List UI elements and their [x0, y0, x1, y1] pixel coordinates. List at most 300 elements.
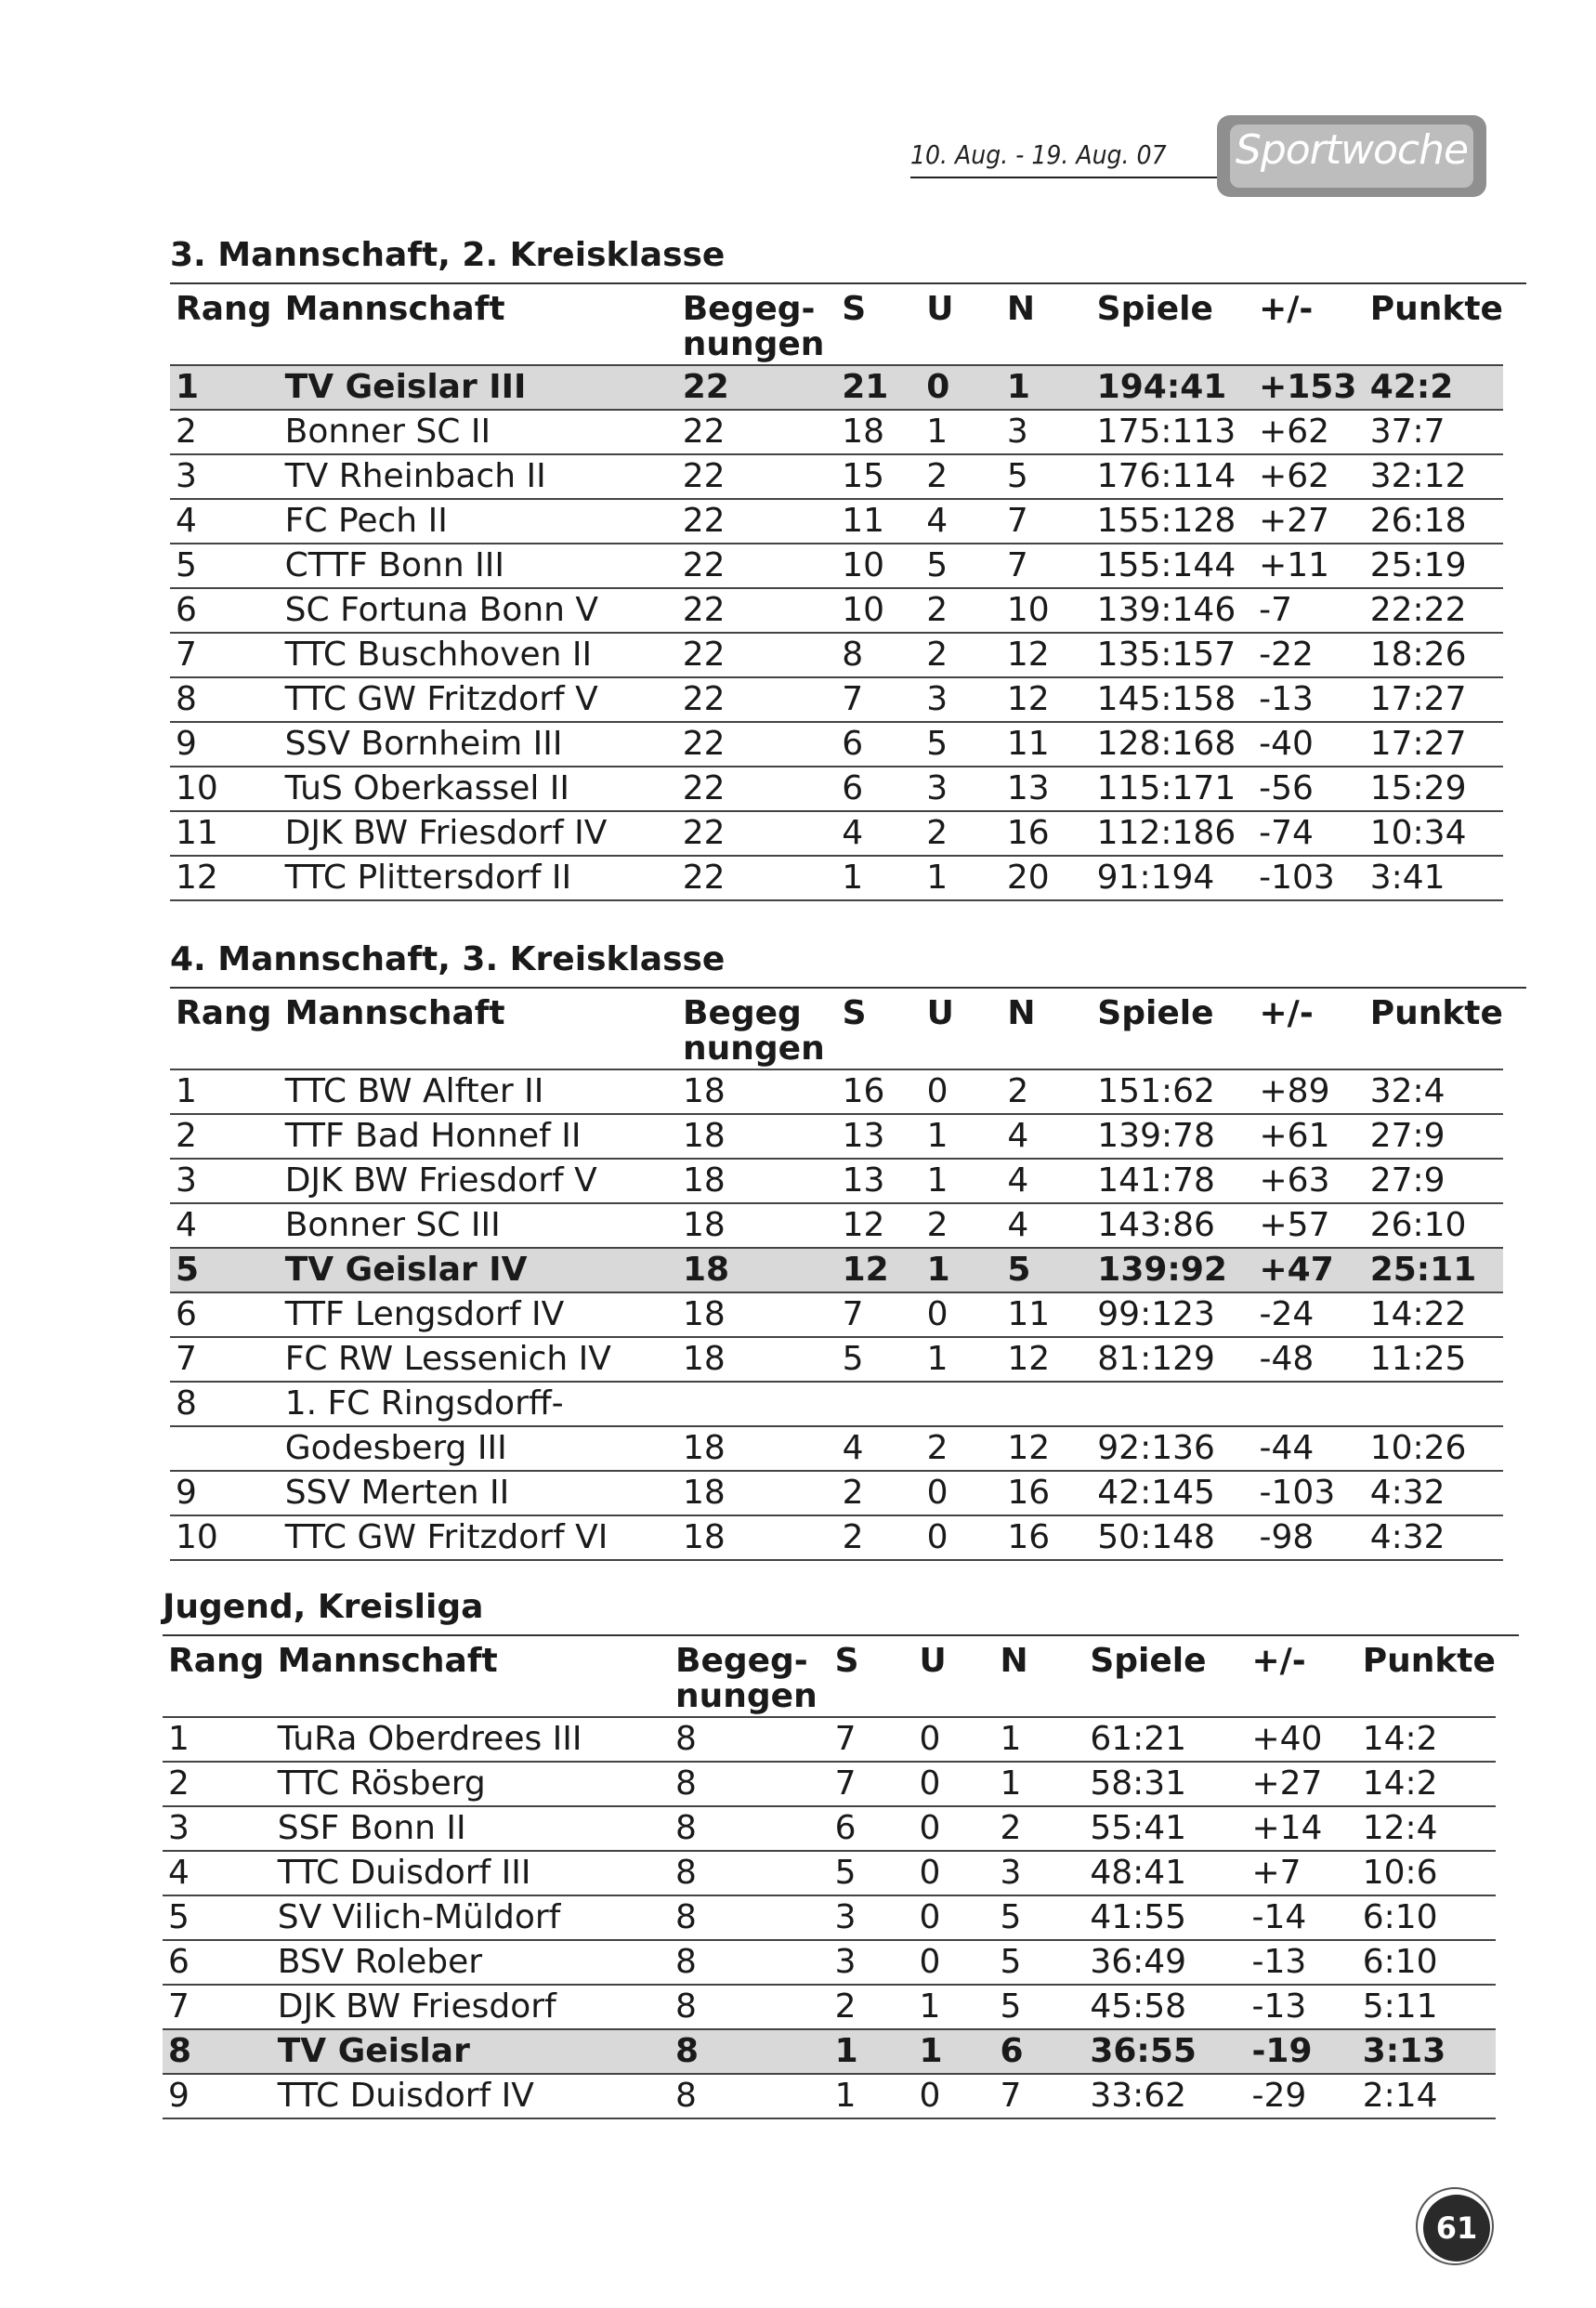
table-cell — [170, 1426, 285, 1471]
table-cell: +27 — [1251, 1762, 1362, 1806]
table-cell: -24 — [1260, 1292, 1370, 1337]
table-cell: 115:171 — [1097, 767, 1259, 811]
table-cell: 5 — [170, 544, 285, 588]
table-cell: 12 — [1007, 677, 1097, 722]
table-cell: 58:31 — [1090, 1762, 1251, 1806]
column-header: Rang — [168, 1642, 265, 1680]
table-cell: 2 — [926, 588, 1007, 633]
table-cell: 2 — [170, 1114, 285, 1159]
table-cell: 4 — [163, 1851, 278, 1895]
table-header-row — [170, 284, 1503, 365]
table-cell: 12 — [1007, 1426, 1097, 1471]
table-row — [170, 856, 1503, 900]
table-cell: 0 — [920, 1717, 1001, 1762]
table-cell: -13 — [1259, 677, 1370, 722]
table-cell: 8 — [675, 1985, 835, 2029]
table-row — [170, 1248, 1503, 1292]
table-row — [170, 1382, 1503, 1426]
table-cell: 6 — [170, 588, 285, 633]
table-cell: 0 — [920, 2074, 1001, 2118]
table-cell: TTC BW Alfter II — [285, 1069, 683, 1114]
table-cell — [1097, 1382, 1259, 1426]
table-cell: 2:14 — [1363, 2074, 1496, 2118]
table-cell: 12 — [843, 1248, 927, 1292]
column-header: Begeg- nungen — [675, 1642, 818, 1715]
table-cell: 15 — [842, 454, 926, 499]
table-cell: 155:128 — [1097, 499, 1259, 544]
table-cell: 2 — [163, 1762, 278, 1806]
table-cell: -103 — [1260, 1471, 1370, 1515]
table-cell: 22 — [683, 499, 843, 544]
table-cell — [843, 1382, 927, 1426]
section-title: 3. Mannschaft, 2. Kreisklasse — [170, 236, 726, 274]
table-cell: 20 — [1007, 856, 1097, 900]
table-cell: -56 — [1259, 767, 1370, 811]
table-cell: 41:55 — [1090, 1895, 1251, 1940]
table-row — [170, 1159, 1503, 1203]
column-header: N — [1006, 290, 1036, 328]
table-row — [170, 1114, 1503, 1159]
table-cell: 8 — [675, 1806, 835, 1851]
table-cell: +47 — [1260, 1248, 1370, 1292]
table-cell: 22 — [683, 677, 843, 722]
column-header: Rang — [176, 994, 272, 1032]
table-cell: 175:113 — [1097, 410, 1259, 454]
table-cell: TV Rheinbach II — [285, 454, 683, 499]
standings-table — [163, 1636, 1496, 2119]
table-cell: -19 — [1251, 2029, 1362, 2074]
table-cell: 6 — [1001, 2029, 1091, 2074]
table-cell: 22 — [683, 633, 843, 677]
table-row — [170, 454, 1503, 499]
table-cell: -7 — [1259, 588, 1370, 633]
table-cell: 5 — [926, 722, 1007, 767]
table-cell: 32:12 — [1370, 454, 1503, 499]
table-row — [170, 1515, 1503, 1560]
table-cell: 15:29 — [1370, 767, 1503, 811]
table-cell: -14 — [1251, 1895, 1362, 1940]
column-header: +/- — [1251, 1642, 1306, 1680]
table-cell: -44 — [1260, 1426, 1370, 1471]
table-cell: 2 — [835, 1985, 920, 2029]
table-cell: 2 — [926, 454, 1007, 499]
table-cell: 3 — [163, 1806, 278, 1851]
date-range: 10. Aug. - 19. Aug. 07 — [910, 139, 1167, 170]
table-cell: 48:41 — [1090, 1851, 1251, 1895]
table-cell: 13 — [843, 1114, 927, 1159]
table-cell: 5 — [170, 1248, 285, 1292]
table-cell: 26:10 — [1370, 1203, 1503, 1248]
column-header: Rang — [176, 290, 272, 328]
table-cell: 6:10 — [1363, 1895, 1496, 1940]
table-cell: 11 — [1007, 722, 1097, 767]
brand-logo — [1217, 115, 1486, 197]
table-cell: -98 — [1260, 1515, 1370, 1560]
table-cell: +40 — [1251, 1717, 1362, 1762]
table-cell: 1 — [927, 1114, 1008, 1159]
column-header: S — [842, 994, 867, 1032]
table-cell: 4 — [1007, 1114, 1097, 1159]
table-cell: 17:27 — [1370, 677, 1503, 722]
table-cell: 6 — [835, 1806, 920, 1851]
table-cell: TuRa Oberdrees III — [278, 1717, 675, 1762]
table-row — [163, 2074, 1496, 2118]
table-cell: 2 — [843, 1515, 927, 1560]
table-row — [170, 677, 1503, 722]
table-cell: 26:18 — [1370, 499, 1503, 544]
table-cell: BSV Roleber — [278, 1940, 675, 1985]
table-row — [163, 1851, 1496, 1895]
table-cell: 18 — [683, 1203, 843, 1248]
table-cell: 5 — [835, 1851, 920, 1895]
table-cell: TTC Duisdorf III — [278, 1851, 675, 1895]
table-row — [170, 811, 1503, 856]
table-cell: 6 — [842, 722, 926, 767]
section-title: 4. Mannschaft, 3. Kreisklasse — [170, 940, 726, 978]
table-cell: TV Geislar IV — [285, 1248, 683, 1292]
table-cell: -48 — [1260, 1337, 1370, 1382]
table-cell: 5 — [926, 544, 1007, 588]
table-cell: 1 — [170, 365, 285, 410]
table-cell: 141:78 — [1097, 1159, 1259, 1203]
table-cell: +7 — [1251, 1851, 1362, 1895]
table-cell: 6 — [163, 1940, 278, 1985]
standings-table — [170, 989, 1503, 1561]
table-cell — [1007, 1382, 1097, 1426]
table-cell: 18 — [683, 1515, 843, 1560]
table-cell: 1 — [170, 1069, 285, 1114]
table-cell: 25:19 — [1370, 544, 1503, 588]
column-header: Mannschaft — [284, 994, 505, 1032]
table-cell: 50:148 — [1097, 1515, 1259, 1560]
table-cell: 3 — [1001, 1851, 1091, 1895]
table-cell: Bonner SC II — [285, 410, 683, 454]
table-cell: 4:32 — [1370, 1471, 1503, 1515]
table-cell: 5 — [163, 1895, 278, 1940]
table-cell: 42:2 — [1370, 365, 1503, 410]
table-cell: -22 — [1259, 633, 1370, 677]
table-cell: 0 — [927, 1471, 1008, 1515]
table-cell: 0 — [926, 365, 1007, 410]
table-cell: 6 — [842, 767, 926, 811]
table-row — [163, 1985, 1496, 2029]
table-cell — [683, 1382, 843, 1426]
table-cell: 5 — [1007, 454, 1097, 499]
table-cell: 12 — [843, 1203, 927, 1248]
table-row — [170, 1426, 1503, 1471]
table-row — [170, 365, 1503, 410]
table-cell — [927, 1382, 1008, 1426]
table-row — [170, 1471, 1503, 1515]
table-cell: 143:86 — [1097, 1203, 1259, 1248]
table-row — [170, 1292, 1503, 1337]
table-cell: 8 — [675, 1717, 835, 1762]
table-cell: 176:114 — [1097, 454, 1259, 499]
table-cell: 8 — [163, 2029, 278, 2074]
table-cell: -74 — [1259, 811, 1370, 856]
table-cell: 3 — [926, 767, 1007, 811]
table-cell: 1 — [926, 856, 1007, 900]
table-cell: 1 — [163, 1717, 278, 1762]
column-header: Begeg- nungen — [682, 290, 825, 363]
table-cell: 36:49 — [1090, 1940, 1251, 1985]
table-cell: TuS Oberkassel II — [285, 767, 683, 811]
table-cell: 3:13 — [1363, 2029, 1496, 2074]
table-cell: FC RW Lessenich IV — [285, 1337, 683, 1382]
table-cell: 1 — [927, 1159, 1008, 1203]
table-cell: 0 — [920, 1806, 1001, 1851]
table-cell: -13 — [1251, 1985, 1362, 2029]
table-cell: 8 — [675, 1940, 835, 1985]
table-cell: 12 — [1007, 1337, 1097, 1382]
table-cell: 16 — [843, 1069, 927, 1114]
table-cell: 10:34 — [1370, 811, 1503, 856]
table-cell: 18 — [842, 410, 926, 454]
table-cell: TTF Bad Honnef II — [285, 1114, 683, 1159]
table-cell: 8 — [675, 1851, 835, 1895]
table-cell: 22 — [683, 410, 843, 454]
table-cell: 92:136 — [1097, 1426, 1259, 1471]
table-cell: 5 — [1001, 1940, 1091, 1985]
table-cell: CTTF Bonn III — [285, 544, 683, 588]
table-cell: 7 — [1007, 499, 1097, 544]
table-cell: 4 — [926, 499, 1007, 544]
table-cell: 61:21 — [1090, 1717, 1251, 1762]
table-cell: 128:168 — [1097, 722, 1259, 767]
column-header: N — [1007, 994, 1036, 1032]
table-cell: TTC GW Fritzdorf V — [285, 677, 683, 722]
table-cell: -40 — [1259, 722, 1370, 767]
table-cell: 155:144 — [1097, 544, 1259, 588]
table-cell: TTC Rösberg — [278, 1762, 675, 1806]
table-cell: 4 — [1007, 1203, 1097, 1248]
standings-table — [170, 284, 1503, 901]
table-cell: 22 — [683, 722, 843, 767]
table-cell: 32:4 — [1370, 1069, 1503, 1114]
table-cell: +11 — [1259, 544, 1370, 588]
table-cell: 4:32 — [1370, 1515, 1503, 1560]
table-cell: 7 — [163, 1985, 278, 2029]
table-cell: 139:146 — [1097, 588, 1259, 633]
column-header: +/- — [1259, 994, 1314, 1032]
column-header: Mannschaft — [284, 290, 505, 328]
table-row — [163, 1717, 1496, 1762]
table-cell: 1 — [1001, 1717, 1091, 1762]
column-header: S — [842, 290, 867, 328]
table-cell: +63 — [1260, 1159, 1370, 1203]
table-cell: 3 — [1007, 410, 1097, 454]
table-cell: +61 — [1260, 1114, 1370, 1159]
table-cell: SSV Bornheim III — [285, 722, 683, 767]
column-header: Punkte — [1369, 994, 1503, 1032]
league-table-section — [170, 232, 1526, 901]
table-cell: DJK BW Friesdorf IV — [285, 811, 683, 856]
table-cell: +14 — [1251, 1806, 1362, 1851]
table-cell: 10 — [842, 588, 926, 633]
table-cell: 11 — [842, 499, 926, 544]
table-cell: 21 — [842, 365, 926, 410]
table-cell: 22 — [683, 544, 843, 588]
table-cell: 25:11 — [1370, 1248, 1503, 1292]
table-cell: 8 — [842, 633, 926, 677]
table-row — [170, 544, 1503, 588]
table-cell: 18 — [683, 1337, 843, 1382]
table-cell: 45:58 — [1090, 1985, 1251, 2029]
table-row — [170, 1069, 1503, 1114]
column-header: U — [919, 1642, 947, 1680]
table-cell: 10 — [1007, 588, 1097, 633]
table-cell: 81:129 — [1097, 1337, 1259, 1382]
table-cell: 5 — [1007, 1248, 1097, 1292]
table-cell: +153 — [1259, 365, 1370, 410]
table-cell: 7 — [170, 1337, 285, 1382]
table-cell: 1 — [927, 1337, 1008, 1382]
table-cell: 18:26 — [1370, 633, 1503, 677]
column-header: Spiele — [1096, 290, 1213, 328]
table-row — [163, 1762, 1496, 1806]
table-cell: 7 — [170, 633, 285, 677]
table-cell: 2 — [927, 1203, 1008, 1248]
table-cell: 1 — [926, 410, 1007, 454]
table-cell: 6 — [170, 1292, 285, 1337]
table-cell: TTC Buschhoven II — [285, 633, 683, 677]
table-cell: 11:25 — [1370, 1337, 1503, 1382]
table-cell: 2 — [926, 633, 1007, 677]
table-row — [170, 767, 1503, 811]
table-cell: 4 — [842, 811, 926, 856]
page-number: 61 — [1423, 2195, 1490, 2262]
table-cell: 1 — [842, 856, 926, 900]
table-cell: Godesberg III — [285, 1426, 683, 1471]
league-table-section — [163, 1584, 1519, 2119]
table-cell: 10 — [170, 1515, 285, 1560]
table-cell: 13 — [843, 1159, 927, 1203]
table-cell: 8 — [675, 2029, 835, 2074]
table-cell: 5 — [1001, 1985, 1091, 2029]
table-cell: SSV Merten II — [285, 1471, 683, 1515]
table-cell: 0 — [920, 1851, 1001, 1895]
table-cell: 42:145 — [1097, 1471, 1259, 1515]
column-header: Mannschaft — [277, 1642, 498, 1680]
table-cell: 0 — [920, 1940, 1001, 1985]
table-cell: 112:186 — [1097, 811, 1259, 856]
table-cell: 5 — [843, 1337, 927, 1382]
table-cell: 8 — [675, 1895, 835, 1940]
table-cell: 5 — [1001, 1895, 1091, 1940]
table-cell: 2 — [843, 1471, 927, 1515]
table-cell: 5:11 — [1363, 1985, 1496, 2029]
table-cell: 27:9 — [1370, 1114, 1503, 1159]
table-cell: 0 — [920, 1895, 1001, 1940]
table-cell: +57 — [1260, 1203, 1370, 1248]
table-cell: 139:92 — [1097, 1248, 1259, 1292]
table-cell: 1 — [1007, 365, 1097, 410]
table-cell: 7 — [842, 677, 926, 722]
table-row — [163, 1895, 1496, 1940]
table-cell: 7 — [843, 1292, 927, 1337]
table-cell: 10 — [842, 544, 926, 588]
table-row — [170, 1203, 1503, 1248]
column-header: Punkte — [1362, 1642, 1496, 1680]
table-cell: 22 — [683, 454, 843, 499]
table-row — [170, 722, 1503, 767]
table-cell: 22:22 — [1370, 588, 1503, 633]
table-cell: 18 — [683, 1471, 843, 1515]
table-cell: 3 — [835, 1940, 920, 1985]
table-cell: SSF Bonn II — [278, 1806, 675, 1851]
table-cell: 9 — [170, 1471, 285, 1515]
table-cell: 3 — [170, 1159, 285, 1203]
table-cell: 135:157 — [1097, 633, 1259, 677]
table-cell: 91:194 — [1097, 856, 1259, 900]
table-row — [170, 1337, 1503, 1382]
column-header: Spiele — [1097, 994, 1214, 1032]
table-cell: 194:41 — [1097, 365, 1259, 410]
table-cell: 1 — [920, 2029, 1001, 2074]
table-cell: 3 — [926, 677, 1007, 722]
column-header: U — [926, 994, 954, 1032]
table-row — [170, 499, 1503, 544]
table-cell: 18 — [683, 1248, 843, 1292]
column-header: +/- — [1259, 290, 1314, 328]
table-cell: TTF Lengsdorf IV — [285, 1292, 683, 1337]
table-cell: Bonner SC III — [285, 1203, 683, 1248]
table-cell: 18 — [683, 1426, 843, 1471]
table-row — [163, 2029, 1496, 2074]
table-cell: 14:22 — [1370, 1292, 1503, 1337]
table-cell: 1 — [835, 2029, 920, 2074]
table-cell: TV Geislar — [278, 2029, 675, 2074]
table-cell: 16 — [1007, 1471, 1097, 1515]
table-cell: 1 — [927, 1248, 1008, 1292]
table-row — [170, 588, 1503, 633]
table-cell: 10 — [170, 767, 285, 811]
table-cell: 14:2 — [1363, 1762, 1496, 1806]
table-cell: TTC Plittersdorf II — [285, 856, 683, 900]
table-cell: 18 — [683, 1159, 843, 1203]
table-cell: 3 — [835, 1895, 920, 1940]
table-cell: -29 — [1251, 2074, 1362, 2118]
table-cell: 9 — [163, 2074, 278, 2118]
table-cell: 1 — [1001, 1762, 1091, 1806]
table-cell: 0 — [927, 1069, 1008, 1114]
table-cell: 7 — [835, 1762, 920, 1806]
table-cell: +89 — [1260, 1069, 1370, 1114]
table-cell: 18 — [683, 1069, 843, 1114]
table-cell: 151:62 — [1097, 1069, 1259, 1114]
column-header: Spiele — [1090, 1642, 1207, 1680]
page-header — [910, 110, 1524, 212]
table-cell: 10:6 — [1363, 1851, 1496, 1895]
table-cell: 12 — [1007, 633, 1097, 677]
table-cell: TTC Duisdorf IV — [278, 2074, 675, 2118]
table-cell: DJK BW Friesdorf V — [285, 1159, 683, 1203]
table-cell: 4 — [170, 499, 285, 544]
table-cell: SV Vilich-Müldorf — [278, 1895, 675, 1940]
table-cell: 99:123 — [1097, 1292, 1259, 1337]
table-cell: 8 — [170, 1382, 285, 1426]
table-cell: 0 — [920, 1762, 1001, 1806]
table-cell: 1. FC Ringsdorff- — [285, 1382, 683, 1426]
table-row — [170, 633, 1503, 677]
table-cell: TTC GW Fritzdorf VI — [285, 1515, 683, 1560]
league-table-section — [170, 937, 1526, 1561]
table-cell: 13 — [1007, 767, 1097, 811]
table-cell: 8 — [675, 2074, 835, 2118]
table-cell: 6:10 — [1363, 1940, 1496, 1985]
table-cell: 2 — [170, 410, 285, 454]
table-cell: SC Fortuna Bonn V — [285, 588, 683, 633]
